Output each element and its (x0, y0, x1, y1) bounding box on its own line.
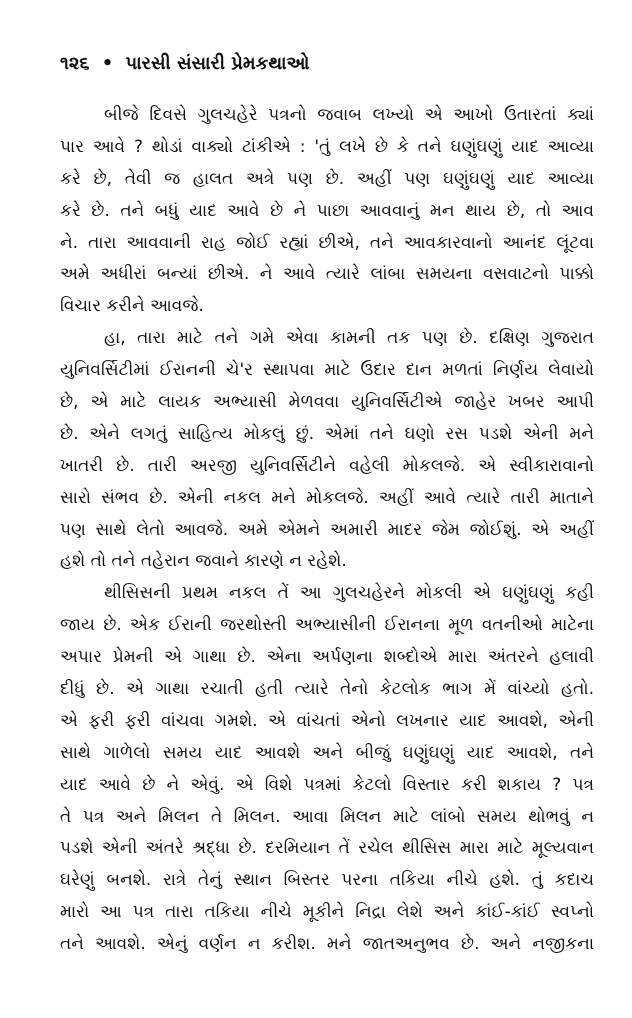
text-line: છે. એને લગતું સાહિત્ય મોકલું છું. એમાં તને ઘણો રસ પડશે એની મને (60, 423, 594, 444)
text-line: કરે છે, તેવી જ હાલત અત્રે પણ છે. અહીં પણ ઘણુંઘણું યાદ આવ્યા (60, 168, 594, 189)
text-line: પાર આવે ? થોડાં વાક્યો ટાંકીએ : 'તું લખે છે કે તને ઘણુંઘણું યાદ આવ્યા (60, 136, 594, 157)
book-title: પારસી સંસારી પ્રેમકથાઓ (125, 53, 310, 74)
text-line: યુનિવર્સિટીમાં ઈરાનની ચે'ર સ્થાપવા માટે ઉદાર દાન મળતાં નિર્ણય લેવાયો (60, 360, 594, 381)
text-line: એ ફરી ફરી વાંચવા ગમશે. એ વાંચતાં એનો લખનાર યાદ આવશે, એની (60, 710, 594, 731)
text-line: અમે અધીરાં બન્યાં છીએ. ને આવે ત્યારે લાંબા સમયના વસવાટનો પાક્કો (60, 264, 594, 285)
page-number: ૧૨૬ (60, 53, 90, 74)
text-line: સારો સંભવ છે. એની નકલ મને મોકલજે. અહીં આવે ત્યારે તારી માતાને (60, 487, 594, 508)
text-line: વિચાર કરીને આવજે. (60, 296, 204, 317)
running-header (60, 48, 594, 80)
text-line: તે પત્ર અને મિલન તે મિલન. આવા મિલન માટે લાંબો સમય થોભવું ન (60, 806, 594, 827)
text-line: અપાર પ્રેમની એ ગાથા છે. એના અર્પણના શબ્દોએ મારા અંતરને હલાવી (60, 647, 594, 668)
text-line: હા, તારા માટે તને ગમે એવા કામની તક પણ છે. દક્ષિણ ગુજરાત (104, 328, 594, 349)
text-line: છે, એ માટે લાયક અભ્યાસી મેળવવા યુનિવર્સિટીએ જાહેર ખબર આપી (60, 392, 594, 413)
text-line: જાય છે. એક ઈરાની જરથોસ્તી અભ્યાસીની ઈરાનના મૂળ વતનીઓ માટેના (60, 615, 594, 636)
text-line: ઘરેણું બનશે. રાત્રે તેનું સ્થાન બિસ્તર પરના તકિયા નીચે હશે. તું કદાચ (60, 870, 594, 891)
text-line: હશે તો તને તહેરાન જવાને કારણે ન રહેશે. (60, 551, 347, 572)
paragraph (60, 578, 594, 961)
text-line: બીજે દિવસે ગુલચહેરે પત્રનો જવાબ લખ્યો એ આખો ઉતારતાં ક્યાં (104, 105, 594, 125)
text-line: ખાતરી છે. તારી અરજી યુનિવર્સિટીને વહેલી મોકલજે. એ સ્વીકારાવાનો (60, 455, 594, 476)
paragraph (60, 100, 594, 323)
text-line: દીધું છે. એ ગાથા રચાતી હતી ત્યારે તેનો કેટલોક ભાગ મેં વાંચ્યો હતો. (60, 679, 594, 700)
text-line: મારો આ પત્ર તારા તકિયા નીચે મૂકીને નિદ્રા લેશે અને કાંઈ-કાંઈ સ્વપ્નો (60, 902, 594, 923)
text-line: તને આવશે. એનું વર્ણન ન કરીશ. મને જાતઅનુભવ છે. અને નજીકના (60, 934, 594, 955)
text-line: ને. તારા આવવાની રાહ જોઈ રહ્યાં છીએ, તને આવકારવાનો આનંદ લૂંટવા (60, 232, 594, 253)
text-line: સાથે ગાળેલો સમય યાદ આવશે અને બીજું ઘણુંઘણું યાદ આવશે, તને (60, 742, 594, 763)
text-line: યાદ આવે છે ને એવું. એ વિશે પત્રમાં કેટલો વિસ્તાર કરી શકાય ? પત્ર (60, 774, 594, 795)
text-line: થીસિસની પ્રથમ નકલ તેં આ ગુલચહેરને મોકલી એ ઘણુંઘણું કહી (104, 583, 594, 604)
header-bullet: • (101, 53, 114, 74)
text-line: પણ સાથે લેતો આવજે. અમે એમને અમારી માદર જેમ જોઈશું. એ અહીં (60, 519, 594, 540)
paragraph (60, 323, 594, 578)
text-line: પડશે એની અંતરે શ્રદ્ધા છે. દરમિયાન તેં રચેલ થીસિસ મારા માટે મૂલ્યવાન (60, 838, 594, 859)
text-line: કરે છે. તને બધું યાદ આવે છે ને પાછા આવવાનું મન થાય છે, તો આવ (60, 200, 594, 221)
